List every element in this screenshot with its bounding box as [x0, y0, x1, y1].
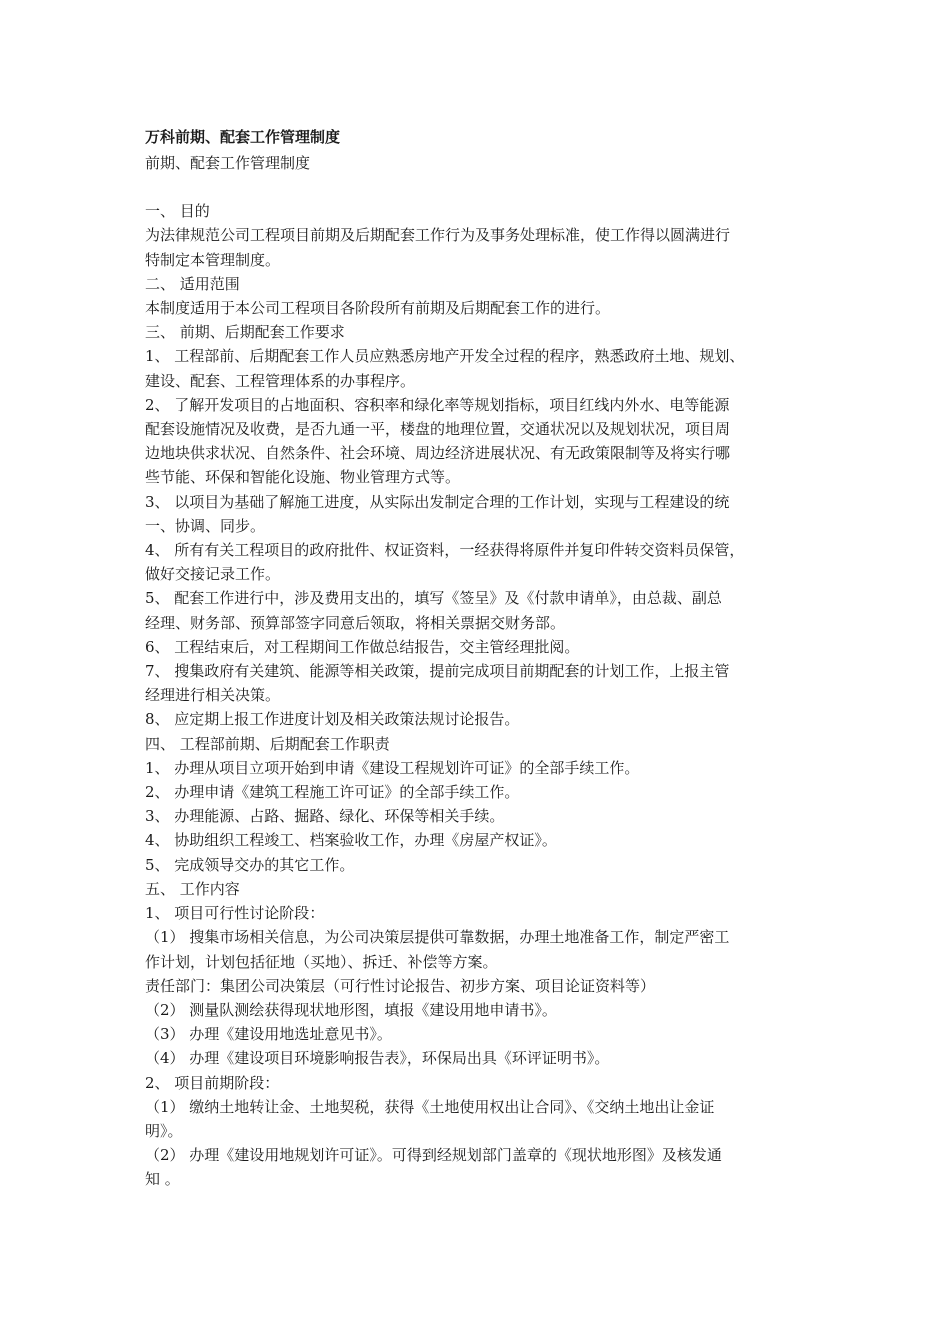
body-line: 2、 了解开发项目的占地面积、容积率和绿化率等规划指标，项目红线内外水、电等能源 — [145, 395, 730, 414]
body-line: 边地块供求状况、自然条件、社会环境、周边经济进展状况、有无政策限制等及将实行哪 — [145, 444, 731, 463]
body-line: 本制度适用于本公司工程项目各阶段所有前期及后期配套工作的进行。 — [145, 299, 611, 318]
body-line: （1） 缴纳土地转让金、土地契税，获得《土地使用权出让合同》、《交纳土地出让金证 — [145, 1097, 715, 1116]
body-line: 配套设施情况及收费，是否九通一平，楼盘的地理位置，交通状况以及规划状况，项目周 — [145, 420, 731, 439]
body-line: 三、 前期、后期配套工作要求 — [145, 323, 345, 342]
body-line: 7、 搜集政府有关建筑、能源等相关政策，提前完成项目前期配套的计划工作，上报主管 — [145, 662, 730, 681]
body-line: （2） 测量队测绘获得现状地形图，填报《建设用地申请书》。 — [145, 1000, 557, 1019]
body-line: 5、 配套工作进行中，涉及费用支出的，填写《签呈》及《付款申请单》，由总裁、副总 — [145, 589, 722, 608]
body-line: 1、 项目可行性讨论阶段： — [145, 904, 325, 923]
body-line: 2、 办理申请《建筑工程施工许可证》的全部手续工作。 — [145, 783, 520, 802]
body-line: （3） 办理《建设用地选址意见书》。 — [145, 1025, 392, 1044]
body-line: 作计划，计划包括征地（买地）、拆迁、补偿等方案。 — [145, 952, 498, 971]
document-title: 万科前期、配套工作管理制度 — [145, 128, 341, 146]
body-line: 6、 工程结束后，对工程期间工作做总结报告，交主管经理批阅。 — [145, 637, 580, 656]
body-line: 3、 以项目为基础了解施工进度，从实际出发制定合理的工作计划，实现与工程建设的统 — [145, 492, 730, 511]
blank-line — [145, 175, 825, 199]
body-line: 做好交接记录工作。 — [145, 565, 281, 584]
body-line: 五、 工作内容 — [145, 879, 240, 898]
body-line: 1、 工程部前、后期配套工作人员应熟悉房地产开发全过程的程序，熟悉政府土地、规划、 — [145, 347, 745, 366]
body-line: 特制定本管理制度。 — [145, 250, 281, 269]
body-line: 一、协调、同步。 — [145, 516, 266, 535]
body-line: 些节能、环保和智能化设施、物业管理方式等。 — [145, 468, 461, 487]
body-line: 经理进行相关决策。 — [145, 686, 281, 705]
body-line: 3、 办理能源、占路、掘路、绿化、环保等相关手续。 — [145, 807, 505, 826]
body-line: 建设、配套、工程管理体系的办事程序。 — [145, 371, 416, 390]
body-line: 知 。 — [145, 1170, 180, 1189]
body-line: （2） 办理《建设用地规划许可证》。可得到经规划部门盖章的《现状地形图》及核发通 — [145, 1146, 722, 1165]
body-line: 明》。 — [145, 1121, 183, 1140]
body-line: 为法律规范公司工程项目前期及后期配套工作行为及事务处理标准，使工作得以圆满进行 — [145, 226, 731, 245]
body-line: 经理、财务部、预算部签字同意后领取，将相关票据交财务部。 — [145, 613, 566, 632]
document-page — [145, 127, 825, 1192]
body-line: （4） 办理《建设项目环境影响报告表》，环保局出具《环评证明书》。 — [145, 1049, 610, 1068]
body-line: 4、 所有有关工程项目的政府批件、权证资料，一经获得将原件并复印件转交资料员保管， — [145, 541, 745, 560]
body-line: （1） 搜集市场相关信息，为公司决策层提供可靠数据，办理土地准备工作，制定严密工 — [145, 928, 730, 947]
body-line: 一、 目的 — [145, 202, 210, 221]
body-line: 二、 适用范围 — [145, 274, 240, 293]
body-line: 5、 完成领导交办的其它工作。 — [145, 855, 355, 874]
body-line: 8、 应定期上报工作进度计划及相关政策法规讨论报告。 — [145, 710, 520, 729]
document-body — [145, 199, 825, 1191]
body-line: 1、 办理从项目立项开始到申请《建设工程规划许可证》的全部手续工作。 — [145, 758, 640, 777]
body-line: 2、 项目前期阶段： — [145, 1073, 280, 1092]
body-line: 四、 工程部前期、后期配套工作职责 — [145, 734, 390, 753]
body-line: 4、 协助组织工程竣工、档案验收工作，办理《房屋产权证》。 — [145, 831, 557, 850]
body-line: 责任部门：集团公司决策层（可行性讨论报告、初步方案、项目论证资料等） — [145, 976, 656, 995]
document-subtitle: 前期、配套工作管理制度 — [145, 154, 311, 172]
